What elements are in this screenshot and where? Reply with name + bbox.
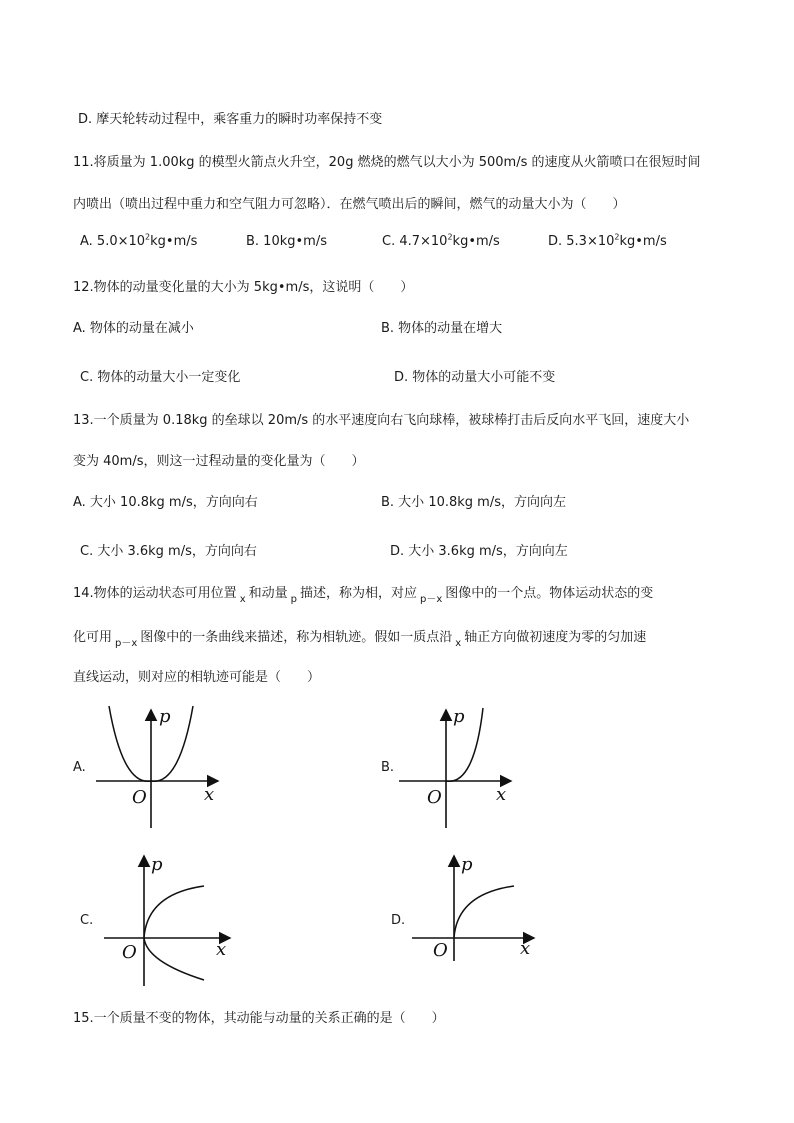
var-p-x: p－x (115, 638, 138, 649)
q11-stem-line1: 11.将质量为 1.00kg 的模型火箭点火升空，20g 燃烧的燃气以大小为 500m/s 的速度从火箭喷口在很短时间 (73, 155, 701, 170)
q13-option-d: D. 大小 3.6kg m/s，方向向左 (390, 544, 568, 559)
q14-graph-c (98, 848, 238, 988)
svg-text:O: O (433, 940, 448, 961)
svg-text:p: p (151, 854, 163, 875)
svg-text:p: p (461, 854, 473, 875)
svg-text:x: x (204, 784, 215, 805)
q12-option-c: C. 物体的动量大小一定变化 (80, 370, 241, 385)
q14-option-d-label: D. (391, 913, 406, 928)
q13-stem-line1: 13.一个质量为 0.18kg 的垒球以 20m/s 的水平速度向右飞向球棒，被球棒打击后反向水平飞回，速度大小 (73, 413, 690, 428)
q11-option-b: B. 10kg•m/s (246, 234, 327, 249)
q13-option-c: C. 大小 3.6kg m/s，方向向右 (80, 544, 257, 559)
svg-text:x: x (216, 939, 227, 960)
var-p-x: p－x (420, 594, 443, 605)
q11-option-c: C. $4.7\times 10^2kg•m/s$ (382, 232, 500, 249)
svg-text:x: x (520, 938, 531, 959)
svg-text:O: O (132, 787, 147, 808)
q13-option-a: A. 大小 10.8kg m/s，方向向右 (73, 495, 258, 510)
svg-text:O: O (122, 942, 137, 963)
var-p: p (290, 594, 297, 605)
q14-graph-d (408, 848, 543, 963)
svg-text:x: x (496, 784, 507, 805)
q12-option-b: B. 物体的动量在增大 (381, 321, 503, 336)
q12-option-a: A. 物体的动量在减小 (73, 321, 194, 336)
q11-stem-line2: 内喷出（喷出过程中重力和空气阻力可忽略）．在燃气喷出后的瞬间，燃气的动量大小为（ ） (73, 197, 626, 212)
var-x: x (455, 638, 462, 649)
svg-text:p: p (453, 706, 465, 727)
q12-option-d: D. 物体的动量大小可能不变 (394, 370, 556, 385)
q13-stem-line2: 变为 40m/s，则这一过程动量的变化量为（ ） (73, 454, 365, 469)
q14-stem-line1: 14.物体的运动状态可用位置 $_x$ 和动量 $_p$ 描述，称为相，对应 $_{p-x}$ 图像中的一个点。物体运动状态的变 (73, 586, 654, 605)
curve-sideways-parabola (144, 886, 204, 980)
q15-stem: 15.一个质量不变的物体，其动能与动量的关系正确的是（ ） (73, 1011, 445, 1026)
q14-stem-line2: 化可用 $_{p-x}$ 图像中的一条曲线来描述，称为相轨迹。假如一质点沿 $_x$ 轴正方向做初速度为零的匀加速 (73, 630, 647, 649)
q14-option-b-label: B. (381, 760, 395, 775)
curve-sqrt (454, 886, 514, 938)
q14-graph-a (92, 700, 232, 832)
svg-text:O: O (427, 787, 442, 808)
q11-option-d: D. $5.3\times 10^2kg•m/s$ (548, 232, 667, 249)
q14-stem-line3: 直线运动，则对应的相轨迹可能是（ ） (73, 670, 321, 685)
q14-option-a-label: A. (73, 760, 86, 775)
var-x: x (239, 594, 246, 605)
q10-option-d: D. 摩天轮转动过程中，乘客重力的瞬时功率保持不变 (78, 112, 383, 127)
q11-option-a: A. $5.0\times 10^2kg•m/s$ (80, 232, 198, 249)
q14-option-c-label: C. (80, 913, 94, 928)
svg-text:p: p (159, 706, 171, 727)
q12-stem: 12.物体的动量变化量的大小为 5kg•m/s，这说明（ ） (73, 280, 414, 295)
q13-option-b: B. 大小 10.8kg m/s，方向向左 (381, 495, 566, 510)
q14-graph-b (395, 700, 525, 832)
